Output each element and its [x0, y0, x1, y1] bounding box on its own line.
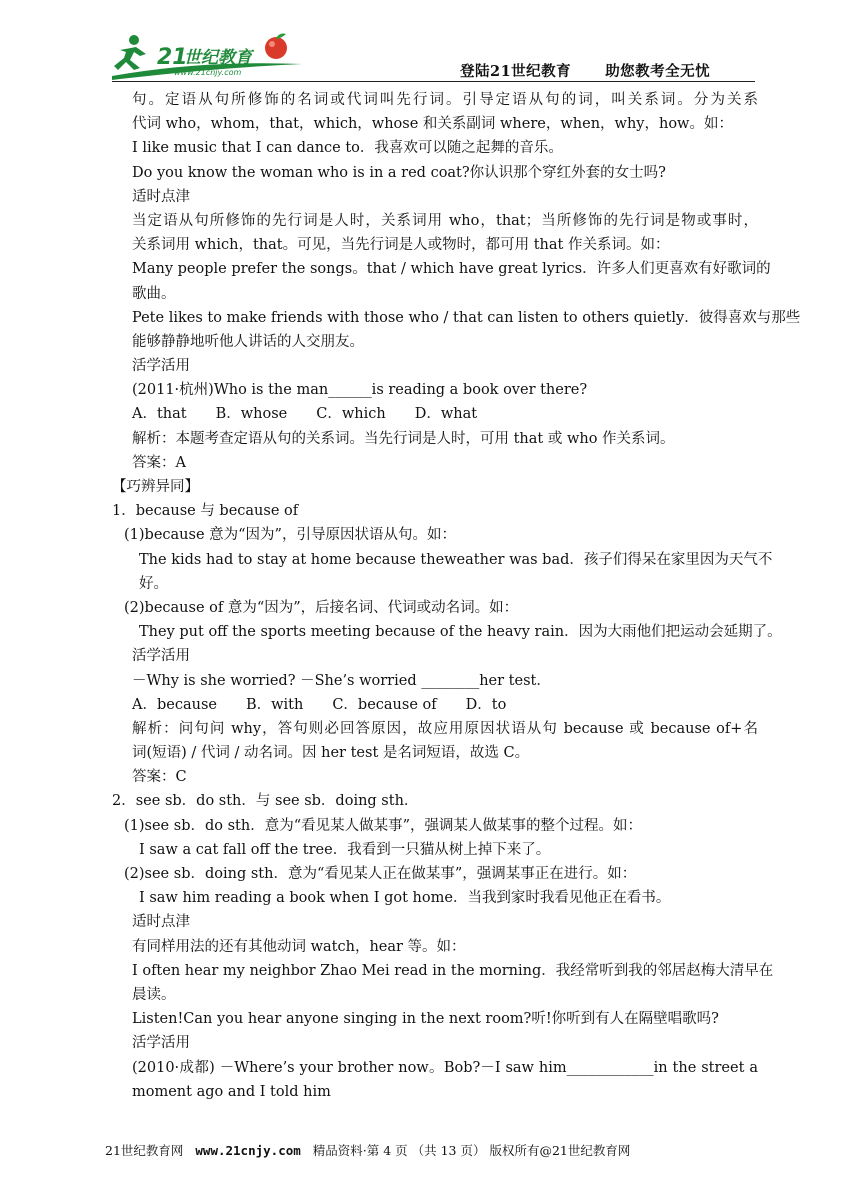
question-line: moment ago and I told him: [132, 1083, 331, 1100]
page-header: [0, 0, 860, 90]
text-line: I saw a cat fall off the tree．我看到一只猫从树上掉下来了。: [139, 841, 551, 858]
answer-options: A．because B．with C．because of D．to: [132, 696, 507, 713]
header-rule: [112, 81, 755, 82]
text-line: Many people prefer the songs。that / which have great lyrics．许多人们更喜欢有好歌词的: [132, 261, 771, 278]
text-line: (1)because 意为“因为”，引导原因状语从句。如：: [124, 527, 456, 544]
text-line: (2)because of 意为“因为”，后接名词、代词或动名词。如：: [124, 599, 519, 616]
analysis-line: 解析：问句问 why，答句则必回答原因，故应用原因状语从句 because 或 because of+名: [132, 720, 758, 737]
slogan-left: 登陆21世纪教育: [460, 63, 572, 80]
svg-text:www.21cnjy.com: www.21cnjy.com: [174, 68, 242, 77]
answer-line: 答案：C: [132, 769, 187, 786]
text-line: Listen!Can you hear anyone singing in the next room?听!你听到有人在隔壁唱歌吗?: [132, 1011, 719, 1028]
svg-text:世纪教育: 世纪教育: [184, 48, 252, 68]
footer-site-link[interactable]: www.21cnjy.com: [195, 1143, 301, 1158]
document-body: [112, 88, 801, 1104]
section-label: 适时点津: [132, 914, 190, 931]
header-slogan: [460, 60, 710, 81]
text-line: Do you know the woman who is in a red coat?你认识那个穿红外套的女士吗?: [132, 164, 666, 181]
answer-options: A．that B．whose C．which D．what: [132, 406, 478, 423]
text-line: 能够静静地听他人讲话的人交朋友。: [132, 333, 364, 350]
text-line: I like music that I can dance to．我喜欢可以随之起舞的音乐。: [132, 140, 563, 157]
footer-right: 精品资料·第 4 页 （共 13 页） 版权所有@21世纪教育网: [312, 1143, 631, 1158]
text-line: 晨读。: [132, 986, 176, 1003]
item-heading: 2．see sb．do sth．与 see sb．doing sth．: [112, 793, 419, 810]
answer-line: 答案：A: [132, 454, 186, 471]
question-line: (2011·杭州)Who is the man______is reading a book over there?: [132, 382, 588, 399]
text-line: 好。: [139, 575, 168, 592]
section-label: 活学活用: [132, 1035, 190, 1052]
text-line: The kids had to stay at home because theweather was bad．孩子们得呆在家里因为天气不: [139, 551, 773, 568]
21cnjy-logo: [112, 30, 312, 82]
text-line: (2)see sb．doing sth．意为“看见某人正在做某事”，强调某事正在进行。如：: [124, 866, 637, 882]
text-line: 当定语从句所修饰的先行词是人时，关系词用 who，that；当所修饰的先行词是物或事时，: [132, 212, 758, 229]
text-line: 关系词用 which，that。可见，当先行词是人或物时，都可用 that 作关系词。如：: [132, 237, 670, 254]
section-heading: 【巧辨异同】: [112, 479, 199, 495]
text-line: 有同样用法的还有其他动词 watch，hear 等。如：: [132, 938, 466, 955]
analysis-line: 词(短语) / 代词 / 动名词。因 her test 是名词短语，故选 C。: [132, 745, 530, 762]
item-heading: 1．because 与 because of: [112, 503, 299, 520]
text-line: Pete likes to make friends with those who / that can listen to others quietly．彼得喜欢与那些: [132, 309, 801, 326]
question-line: (2010·成都) －Where’s your brother now。Bob?－I saw him____________in the street a: [132, 1059, 758, 1076]
section-label: 活学活用: [132, 648, 190, 665]
section-label: 活学活用: [132, 358, 190, 375]
footer-left: 21世纪教育网: [105, 1143, 184, 1158]
text-line: I often hear my neighbor Zhao Mei read in the morning．我经常听到我的邻居赵梅大清早在: [132, 962, 774, 979]
analysis-line: 解析：本题考查定语从句的关系词。当先行词是人时，可用 that 或 who 作关系词。: [132, 430, 675, 447]
text-line: I saw him reading a book when I got home．当我到家时我看见他正在看书。: [139, 890, 671, 907]
text-line: They put off the sports meeting because of the heavy rain．因为大雨他们把运动会延期了。: [139, 624, 782, 641]
page-footer: [105, 1141, 630, 1159]
text-line: 代词 who，whom，that，which，whose 和关系副词 where，when，why，how。如：: [132, 116, 733, 133]
section-label: 适时点津: [132, 188, 190, 205]
text-line: (1)see sb．do sth．意为“看见某人做某事”，强调某人做某事的整个过程。如：: [124, 817, 643, 834]
slogan-right: 助您教考全无忧: [605, 63, 711, 80]
text-line: 歌曲。: [132, 285, 176, 302]
svg-text:21: 21: [157, 45, 188, 70]
question-line: －Why is she worried? －She’s worried ________her test．: [132, 672, 551, 689]
text-line: 句。定语从句所修饰的名词或代词叫先行词。引导定语从句的词，叫关系词。分为关系: [132, 92, 758, 108]
